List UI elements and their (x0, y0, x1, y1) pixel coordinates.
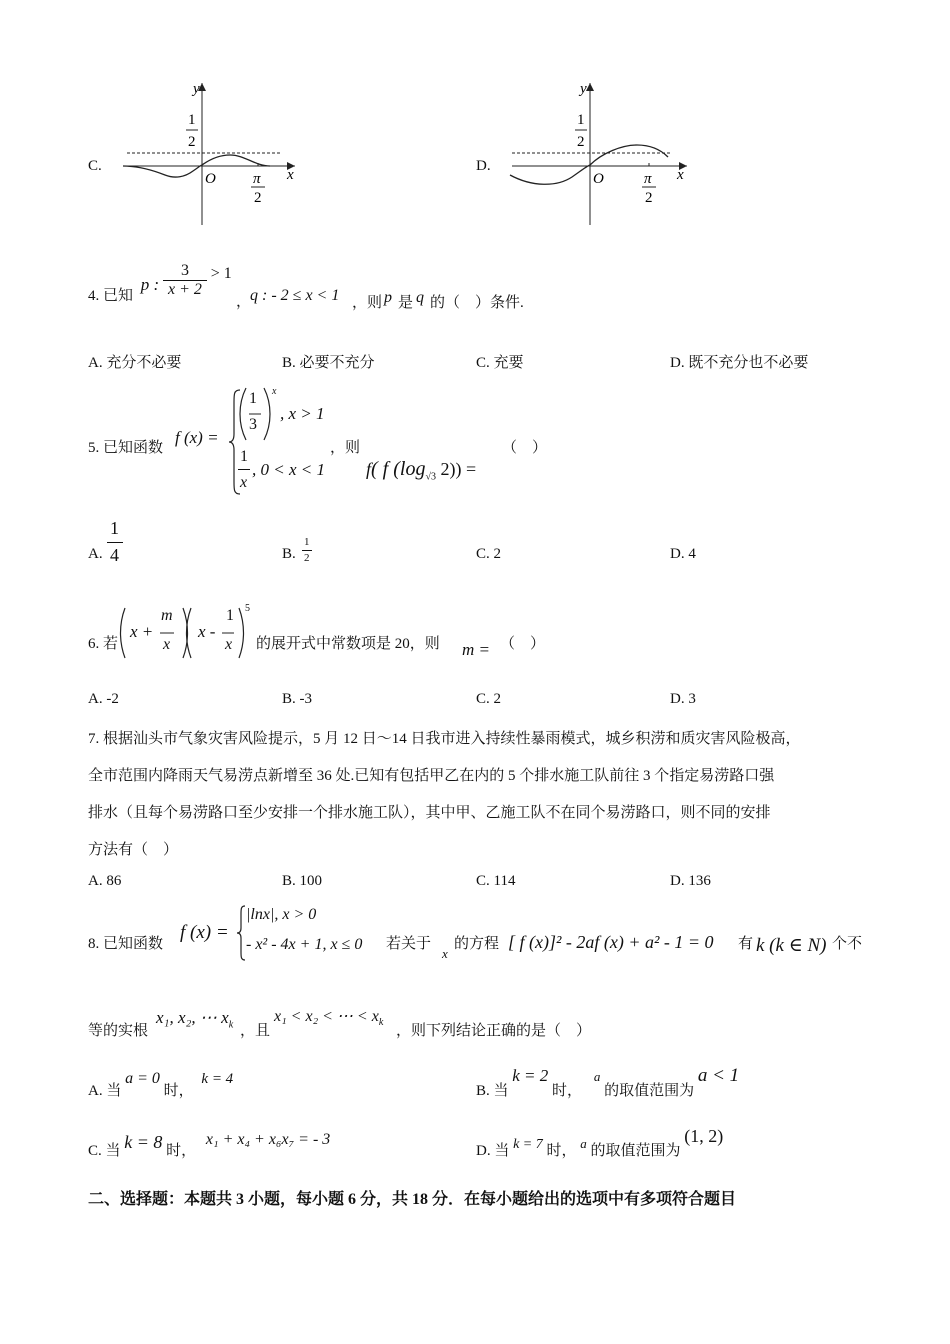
q5-expression: f( f ($\log_{√3}$ 2)) = (366, 458, 477, 483)
q6-option-c[interactable]: C. 2 (476, 691, 502, 707)
svg-text:2: 2 (188, 134, 196, 150)
q6-prefix: 6. 若 (88, 636, 119, 652)
brace-icon (236, 904, 246, 962)
q8-order: x₁ < x₂ < ⋯ < $x_k$ (274, 1008, 384, 1029)
svg-text:x: x (677, 167, 684, 183)
svg-text:O: O (205, 171, 216, 187)
svg-text:y: y (193, 81, 200, 97)
svg-text:2: 2 (254, 190, 262, 206)
q4-q-expr: q : - 2 ≤ x < 1 (250, 287, 340, 304)
q6-option-d[interactable]: D. 3 (670, 691, 696, 707)
q8-equation: [ f (x)]² - 2af (x) + a² - 1 = 0 (508, 932, 714, 952)
svg-text:1: 1 (577, 112, 585, 128)
svg-text:2: 2 (577, 134, 585, 150)
q6-option-b[interactable]: B. -3 (282, 691, 312, 707)
q6-option-a[interactable]: A. -2 (88, 691, 119, 707)
q4-stem: 4. 已知 p : $\frac{3}{x + 2}$ > 1 (88, 262, 232, 305)
svg-text:x: x (287, 167, 294, 183)
svg-text:π: π (253, 171, 261, 187)
q5-option-c[interactable]: C. 2 (476, 546, 502, 562)
q5-option-d[interactable]: D. 4 (670, 546, 696, 562)
q5-option-b[interactable]: B. (282, 546, 296, 562)
section-2-title: 二、选择题：本题共 3 小题，每小题 6 分，共 18 分．在每小题给出的选项中有多项符合题目 (88, 1191, 737, 1208)
svg-text:O: O (593, 171, 604, 187)
q8-option-a[interactable]: A. 当 a = 0 时， k = 4 (88, 1070, 234, 1099)
q7-option-c[interactable]: C. 114 (476, 873, 516, 889)
q8-case-2: - x² - 4x + 1, x ≤ 0 (246, 936, 363, 953)
q7-line-1: 7. 根据汕头市气象灾害风险提示，5 月 12 日～14 日我市进入持续性暴雨模式，城乡积涝和质灾害风险极高， (88, 731, 801, 747)
q8-roots: x₁, x₂, ⋯ $x_k$ (156, 1008, 234, 1031)
q7-option-a[interactable]: A. 86 (88, 873, 122, 889)
q8-option-b[interactable]: B. 当 k = 2 时， a 的取值范围为 a < 1 (476, 1065, 740, 1099)
q5-prefix: 5. 已知函数 (88, 440, 164, 456)
q7-option-d[interactable]: D. 136 (670, 873, 711, 889)
q4-option-d[interactable]: D. 既不充分也不必要 (670, 355, 809, 371)
q4-option-c[interactable]: C. 充要 (476, 355, 524, 371)
q5-option-a[interactable]: A. (88, 546, 103, 562)
svg-text:π: π (644, 171, 652, 187)
q8-prefix: 8. 已知函数 (88, 936, 164, 952)
q4-option-b[interactable]: B. 必要不充分 (282, 355, 375, 371)
q8-option-d[interactable]: D. 当 k = 7 时， a 的取值范围为 (1, 2) (476, 1126, 724, 1159)
q3-option-d-label[interactable]: D. (476, 158, 491, 174)
svg-text:1: 1 (188, 112, 196, 128)
q7-line-3: 排水（且每个易涝路口至少安排一个排水施工队），其中甲、乙施工队不在同个易涝路口，则不同的安排 (88, 805, 771, 821)
q8-option-c[interactable]: C. 当 k = 8 时， x₁ + x₄ + x₆x₇ = - 3 (88, 1131, 331, 1159)
q3-graph-d (502, 75, 702, 235)
q3-graph-c (115, 75, 305, 235)
q5-case1-cond: , x > 1 (280, 404, 325, 423)
svg-text:2: 2 (645, 190, 653, 206)
y-arrow-icon (586, 83, 594, 91)
q7-option-b[interactable]: B. 100 (282, 873, 323, 889)
q7-line-2: 全市范围内降雨天气易涝点新增至 36 处.已知有包括甲乙在内的 5 个排水施工队前往 3 个指定易涝路口强 (88, 768, 775, 784)
q4-option-a[interactable]: A. 充分不必要 (88, 355, 182, 371)
svg-text:y: y (580, 81, 587, 97)
q7-line-4: 方法有（ ） (88, 842, 179, 858)
q3-option-c-label[interactable]: C. (88, 158, 102, 174)
q5-case2-cond: , 0 < x < 1 (252, 460, 325, 479)
q8-case-1: |lnx|, x > 0 (246, 906, 317, 923)
